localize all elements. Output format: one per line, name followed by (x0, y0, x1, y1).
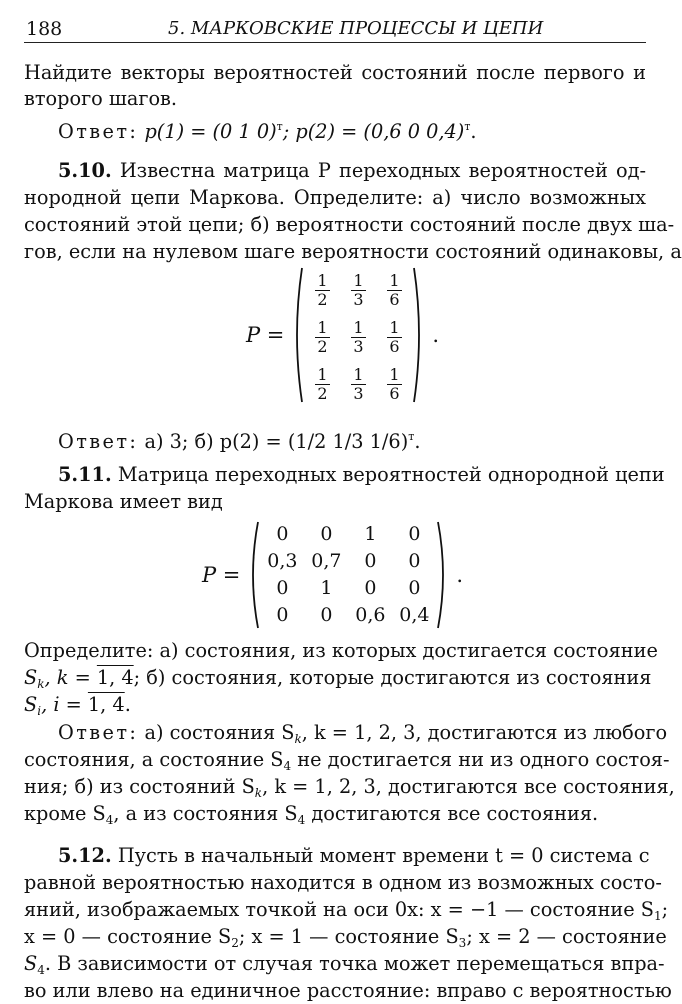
fraction (387, 366, 401, 403)
matrix-cell: 0 (408, 523, 421, 545)
text-line (24, 801, 646, 833)
right-paren-icon (436, 520, 450, 630)
math-subscript: 2 (231, 936, 239, 950)
answer-text: достигаются все состояния. (305, 802, 599, 825)
text-fragment: . В зависимости от случая точка может перемещаться впра- (44, 952, 665, 975)
math-symbol: S (24, 693, 38, 716)
transpose-mark: т (276, 120, 283, 133)
fraction-denominator: 3 (353, 289, 364, 309)
answer-label: Ответ: (58, 721, 139, 744)
answer-text: не достигается ни из одного состоя- (291, 748, 670, 771)
matrix-period: . (432, 323, 440, 347)
matrix-cell: 1 (320, 577, 333, 599)
matrix-cell: 1 (364, 523, 377, 545)
problem-line (24, 843, 650, 869)
answer-text: ; p(2) = (0,6 0 0,4) (282, 120, 465, 143)
answer-text: , а из состояния S (113, 802, 298, 825)
fraction-numerator: 1 (317, 270, 328, 290)
matrix-equation-5-10 (246, 266, 439, 404)
answer-text: а) 3; б) p(2) = (1/2 1/3 1/6) (144, 430, 409, 453)
transpose-mark: т (408, 430, 415, 443)
matrix-cell: 0,7 (311, 550, 342, 572)
answer-text: p(1) = (0 1 0) (144, 120, 277, 143)
fraction (387, 272, 401, 309)
fraction-numerator: 1 (317, 364, 328, 384)
text-line: нородной цепи Маркова. Определите: а) число возможных (24, 186, 646, 209)
answer-text: а) состояния S (144, 721, 295, 744)
matrix-cell (340, 315, 376, 356)
fraction-numerator: 1 (389, 364, 400, 384)
answer-text: , k = 1, 2, 3, достигаются из любого (301, 721, 668, 744)
fraction-denominator: 2 (317, 383, 328, 403)
fraction (351, 319, 365, 356)
matrix-cell: 0,4 (399, 604, 430, 626)
text-fragment: яний, изображаемых точкой на оси 0x: x = −1 — состояние S (24, 898, 655, 921)
problem-number: 5.11. (58, 463, 112, 486)
fraction (315, 272, 329, 309)
text-line: гов, если на нулевом шаге вероятности состояний одинаковы, а (24, 240, 682, 263)
matrix-cell: 0 (276, 523, 289, 545)
matrix-cell: 0 (408, 577, 421, 599)
right-paren-icon (412, 266, 426, 404)
matrix-cell (304, 268, 340, 309)
book-page (24, 14, 682, 1002)
matrix-cell: 0 (320, 604, 333, 626)
matrix-cell: 0 (408, 550, 421, 572)
math-subscript: k (37, 677, 45, 691)
fraction (315, 319, 329, 356)
text-line: во или влево на единичное расстояние: вправо с вероятностью (24, 979, 672, 1002)
math-subscript: 4 (105, 813, 114, 827)
math-subscript: k (294, 732, 302, 746)
answer-text: кроме S (24, 802, 106, 825)
problem-text: Матрица переходных вероятностей однородной цепи (117, 463, 665, 486)
problem-number: 5.12. (58, 844, 112, 867)
text-line: Найдите векторы вероятностей состояний после первого и (24, 61, 646, 84)
matrix-cell: 0,6 (355, 604, 386, 626)
problem-text: Известна матрица P переходных вероятностей од- (119, 159, 646, 182)
math-subscript: i (37, 704, 42, 718)
matrix-cell: 0 (364, 550, 377, 572)
answer-text: , k = 1, 2, 3, достигаются все состояния, (262, 775, 675, 798)
text-fragment: ; x = 2 — состояние (466, 925, 667, 948)
math-subscript: k (254, 786, 263, 800)
matrix-cell (376, 362, 412, 403)
matrix-cell (304, 315, 340, 356)
text-fragment: ; (661, 898, 669, 921)
math-symbol: S (24, 666, 38, 689)
fraction-denominator: 3 (353, 336, 364, 356)
answer-label: Ответ: (58, 430, 139, 453)
fraction-denominator: 3 (353, 383, 364, 403)
index-range: 1, 4 (96, 666, 134, 689)
math-subscript: 4 (297, 813, 306, 827)
text-line: равной вероятностью находится в одном из возможных состо- (24, 871, 662, 894)
math-subscript: 3 (458, 936, 467, 950)
index-range: 1, 4 (87, 693, 125, 716)
fraction-denominator: 2 (317, 289, 328, 309)
matrix-cell: 0,3 (267, 550, 298, 572)
text-line: Маркова имеет вид (24, 490, 223, 513)
matrix-cell: 0 (320, 523, 333, 545)
fraction-denominator: 6 (389, 383, 400, 403)
fraction-numerator: 1 (389, 270, 400, 290)
answer-period: . (470, 120, 477, 143)
fraction (351, 272, 365, 309)
answer-text: состояния, а состояние S (24, 748, 284, 771)
answer-text: ния; б) из состояний S (24, 775, 255, 798)
math-text: , k = (44, 666, 97, 689)
running-title: 5. МАРКОВСКИЕ ПРОЦЕССЫ И ЦЕПИ (168, 18, 544, 39)
fraction-numerator: 1 (353, 364, 364, 384)
answer-line (24, 114, 646, 145)
fraction (387, 319, 401, 356)
text-fragment: ; б) состояния, которые достигаются из состояния (133, 666, 652, 689)
answer-line (24, 424, 646, 455)
problem-line (24, 158, 646, 184)
fraction-numerator: 1 (353, 270, 364, 290)
matrix-cell (376, 268, 412, 309)
page-header (24, 14, 646, 43)
text-fragment: . (124, 693, 131, 716)
left-paren-icon (290, 266, 304, 404)
math-text: , i = (41, 693, 88, 716)
math-symbol: S (24, 952, 38, 975)
text-line: Определите: а) состояния, из которых достигается состояние (24, 639, 658, 662)
math-subscript: 1 (654, 909, 662, 923)
text-fragment: ; x = 1 — состояние S (238, 925, 459, 948)
matrix-cell: 0 (276, 577, 289, 599)
matrix-cell (340, 268, 376, 309)
transpose-mark: т (464, 120, 471, 133)
problem-line (24, 462, 665, 488)
matrix-period: . (456, 563, 464, 587)
fraction-denominator: 2 (317, 336, 328, 356)
answer-label: Ответ: (58, 120, 139, 143)
fraction (315, 366, 329, 403)
matrix-cell: 0 (364, 577, 377, 599)
fraction-denominator: 6 (389, 289, 400, 309)
problem-text: Пусть в начальный момент времени t = 0 система с (117, 844, 650, 867)
matrix-cell (376, 315, 412, 356)
matrix-cell: 0 (276, 604, 289, 626)
fraction-denominator: 6 (389, 336, 400, 356)
left-paren-icon (246, 520, 260, 630)
matrix-lhs: P = (246, 323, 285, 347)
matrix-5-11 (260, 522, 436, 628)
matrix-cell (340, 362, 376, 403)
fraction (351, 366, 365, 403)
problem-number: 5.10. (58, 159, 112, 182)
fraction-numerator: 1 (317, 317, 328, 337)
matrix-equation-5-11 (202, 520, 463, 630)
answer-period: . (414, 430, 421, 453)
matrix-lhs: P = (202, 563, 241, 587)
math-subscript: 4 (283, 759, 292, 773)
fraction-numerator: 1 (389, 317, 400, 337)
text-line: состояний этой цепи; б) вероятности состояний после двух ша- (24, 213, 675, 236)
fraction-numerator: 1 (353, 317, 364, 337)
matrix-cell (304, 362, 340, 403)
text-line: второго шагов. (24, 87, 178, 110)
matrix-5-10 (304, 268, 412, 403)
text-fragment: x = 0 — состояние S (24, 925, 232, 948)
math-subscript: 4 (37, 963, 45, 977)
page-number: 188 (26, 18, 63, 40)
